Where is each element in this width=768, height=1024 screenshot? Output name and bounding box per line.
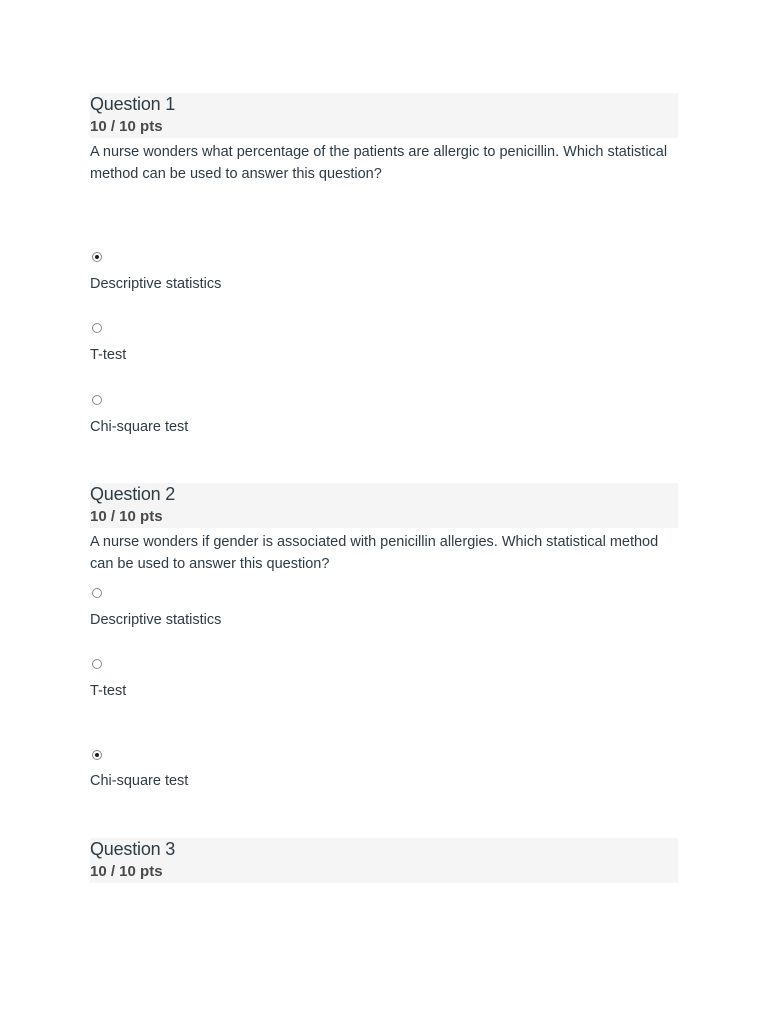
question-2-header <box>90 483 678 528</box>
q2-radio-t-test[interactable] <box>92 659 102 669</box>
question-2-points: 10 / 10 pts <box>90 508 163 525</box>
q2-answer-t-test[interactable]: T-test <box>90 683 127 699</box>
q1-answer-t-test[interactable]: T-test <box>90 347 127 363</box>
q1-radio-descriptive-statistics[interactable] <box>92 252 102 262</box>
q2-radio-descriptive-statistics[interactable] <box>92 588 102 598</box>
question-3-header <box>90 838 678 883</box>
q2-answer-chi-square-test[interactable]: Chi-square test <box>90 773 189 789</box>
radio-selected-dot <box>95 753 99 757</box>
question-1-text: A nurse wonders what percentage of the patients are allergic to penicillin. Which statistical method can be used to answer this question? <box>90 144 668 182</box>
q2-answer-descriptive-statistics[interactable]: Descriptive statistics <box>90 612 222 628</box>
q1-answer-descriptive-statistics[interactable]: Descriptive statistics <box>90 276 222 292</box>
q1-answer-chi-square-test[interactable]: Chi-square test <box>90 419 189 435</box>
question-2-text: A nurse wonders if gender is associated with penicillin allergies. Which statistical method can be used to answer this question? <box>90 534 659 572</box>
question-1-title: Question 1 <box>90 94 176 114</box>
question-1-points: 10 / 10 pts <box>90 118 163 135</box>
q1-radio-chi-square-test[interactable] <box>92 395 102 405</box>
radio-selected-dot <box>95 255 99 259</box>
question-3-points: 10 / 10 pts <box>90 863 163 880</box>
q1-radio-t-test[interactable] <box>92 323 102 333</box>
question-3-title: Question 3 <box>90 839 176 859</box>
question-1-header <box>90 93 678 138</box>
question-2-title: Question 2 <box>90 484 176 504</box>
q2-radio-chi-square-test[interactable] <box>92 750 102 760</box>
